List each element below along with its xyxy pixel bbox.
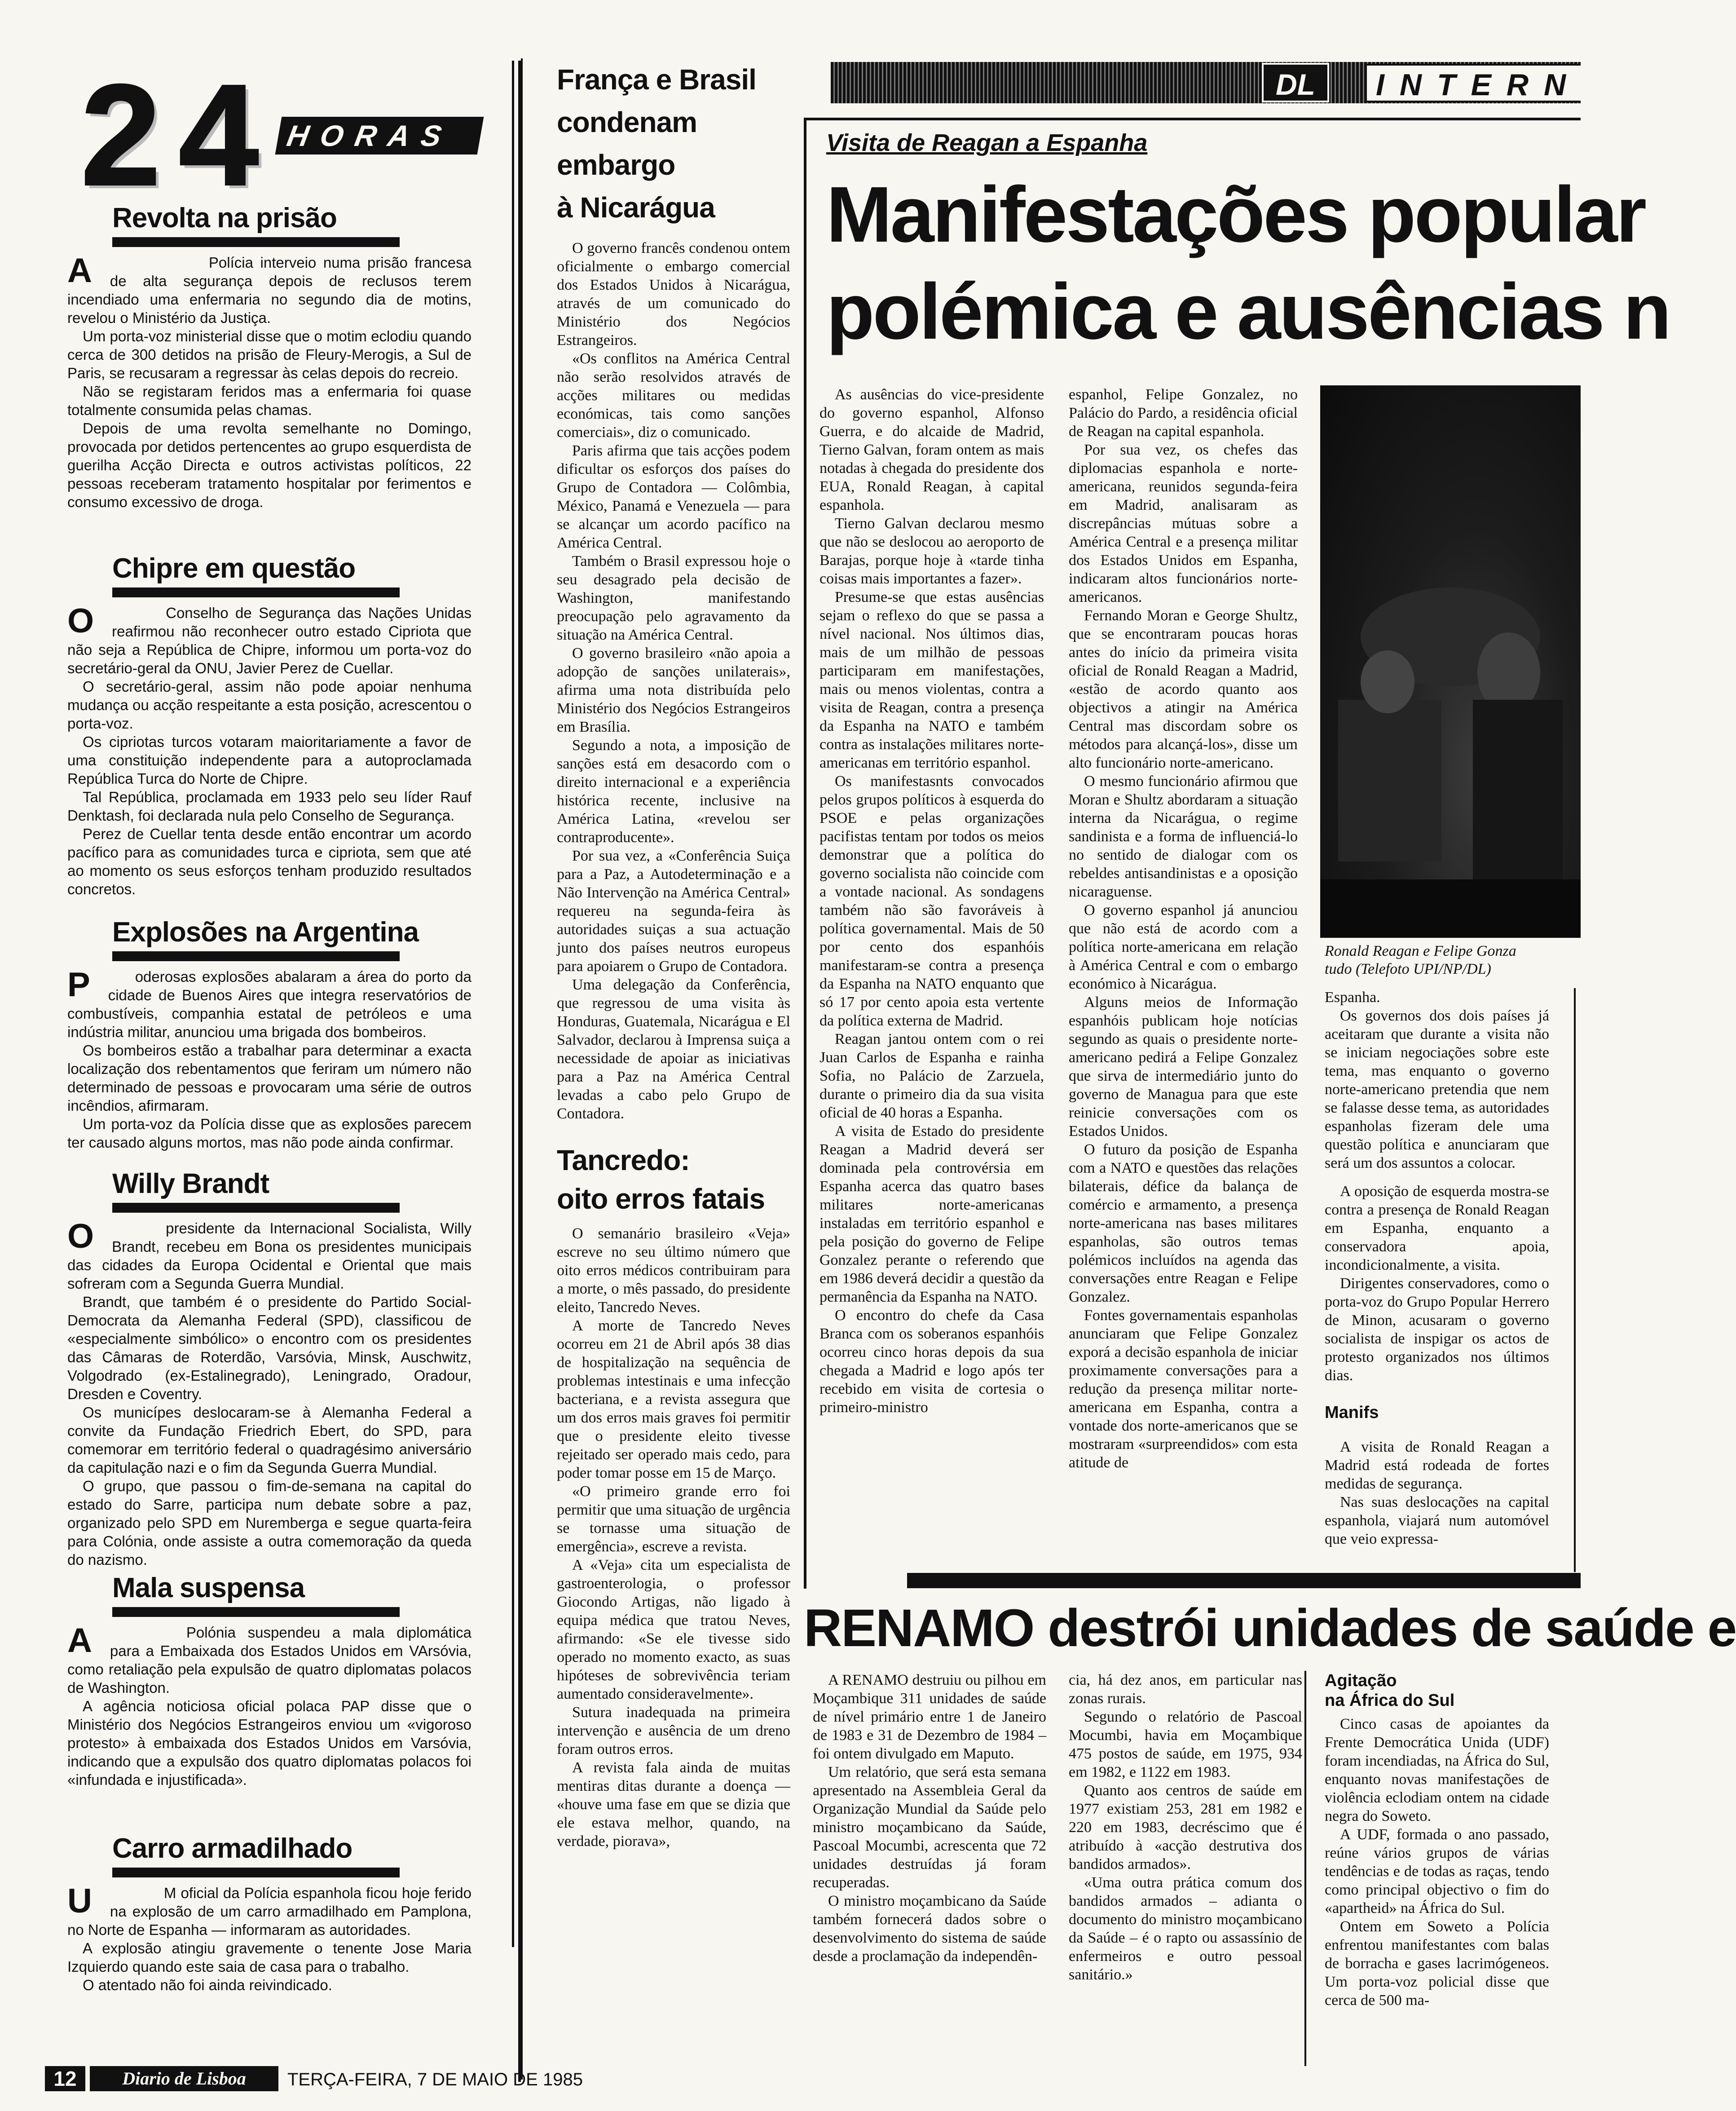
story-headline: Revolta na prisão: [112, 203, 337, 234]
photo-caption: [1325, 942, 1581, 978]
left-column-inner-rule: [512, 61, 514, 1947]
reagan-kicker: Visita de Reagan a Espanha: [826, 129, 1148, 156]
paragraph: Ontem em Soweto a Polícia enfrentou manifestantes com balas de borracha e gases lacrimógeneos. Um porta-voz policial disse que cerca de 500 ma-: [1325, 1918, 1549, 2009]
paragraph: M oficial da Polícia espanhola ficou hoje ferido na explosão de um carro armadilhado em Pamplona, no Norte de Espanha — informaram as autoridades.: [67, 1885, 471, 1938]
story-headline: Carro armadilhado: [112, 1833, 352, 1864]
headline-line: Tancredo:: [557, 1144, 690, 1176]
paragraph: Uma delegação da Conferência, que regressou de uma visita às Honduras, Guatemala, Nicarágua e El Salvador, declarou à Imprensa suiça a necessidade de apoiar as iniciativas para a Paz na América Central levadas a cabo pelo Grupo de Contadora.: [557, 976, 790, 1122]
paragraph: Perez de Cuellar tenta desde então encontrar um acordo pacífico para as comunidades turca e cipriota, sem que até ao momento os seus esforços tenham produzido resultados concretos.: [67, 826, 471, 897]
story-headline: Mala suspensa: [112, 1572, 305, 1603]
paragraph: O futuro da posição de Espanha com a NATO e questões das relações bilaterais, défice da balança de comércio e armamento, a presença norte-americana nas bases militares espanholas, são outros temas polémicos incluídos na agenda das conversações entre Reagan e Felipe Gonzalez.: [1069, 1141, 1298, 1305]
page-number: 12: [45, 2066, 85, 2091]
headline-line: França e Brasil: [557, 63, 756, 96]
drop-cap: A: [67, 252, 92, 290]
paragraph: Espanha.: [1325, 989, 1380, 1006]
paragraph: Cinco casas de apoiantes da Frente Democrática Unida (UDF) foram incendiadas, na África do Sul, enquanto novas manifestações de violência eclodiam ontem na cidade negra do Soweto.: [1325, 1716, 1549, 1824]
reagan-bottom-bar: [907, 1573, 1581, 1588]
story-headline: Chipre em questão: [112, 553, 356, 584]
paragraph: Um porta-voz da Polícia disse que as explosões parecem ter causado alguns mortos, mas não pode ainda confirmar.: [67, 1116, 471, 1151]
paragraph: O mesmo funcionário afirmou que Moran e Shultz abordaram a situação interna da Nicarágua, o regime sandinista e a forma de influenciá-lo no sentido de dialogar com os rebeldes antisandinistas e a oposição nicaraguense.: [1069, 773, 1298, 900]
paragraph: cia, há dez anos, em particular nas zonas rurais.: [1069, 1672, 1302, 1707]
paragraph: Presume-se que estas ausências sejam o reflexo do que se passa a nível nacional. Nos últimos dias, mais de um milhão de pessoas participaram em manifestações, mais ou menos violentas, contra a visita de Reagan, contra a presença da Espanha na NATO e também contra as instalações militares norte-americanas em território espanhol.: [820, 589, 1044, 771]
headline-rule: [112, 951, 400, 961]
headline-line: na África do Sul: [1325, 1691, 1455, 1710]
paragraph: Paris afirma que tais acções podem dificultar os esforços dos países do Grupo de Contadora — Colômbia, México, Panamá e Venezuela — para se alcançar um acordo pacífico na América Central.: [557, 442, 790, 551]
paragraph: Polícia interveio numa prisão francesa de alta segurança depois de reclusos terem incendiado uma enfermaria no segundo dia de motins, revelou o Ministério da Justiça.: [67, 254, 471, 326]
section-icon: DL: [1262, 63, 1329, 102]
cutoff-column-rule: [1574, 988, 1576, 1572]
paragraph: Quanto aos centros de saúde em 1977 existiam 253, 281 em 1982 e 220 em 1983, decréscimo que é atribuído à «acção destrutiva dos bandidos armados».: [1069, 1782, 1302, 1873]
paragraph: Os municípes deslocaram-se à Alemanha Federal a convite da Fundação Friedrich Ebert, do SPD, para comemorar em território federal o quadragésimo aniversário da capitulação nazi e o fim da Segunda Guerra Mundial.: [67, 1404, 471, 1476]
paragraph: «O primeiro grande erro foi permitir que uma situação de urgência se tornasse uma situação de emergência», escreve a revista.: [557, 1483, 790, 1555]
paragraph: Fernando Moran e George Shultz, que se encontraram poucas horas antes do início da primeira visita oficial de Ronald Reagan a Madrid, «estão de acordo quanto aos objectivos a atingir na América Central mas discordam sobre os métodos para alcançá-los», disse um alto funcionário norte-americano.: [1069, 607, 1298, 771]
paragraph: O encontro do chefe da Casa Branca com os soberanos espanhóis ocorreu cinco horas depois da sua chegada a Madrid e logo após ter recebido em visita de cortesia o primeiro-ministro: [820, 1307, 1044, 1416]
paragraph: O governo espanhol já anunciou que não está de acordo com a política norte-americana em relação à América Central e com o embargo económico à Nicarágua.: [1069, 902, 1298, 992]
middle-column: [557, 58, 790, 1850]
paragraph: Depois de uma revolta semelhante no Domingo, provocada por detidos pertencentes ao grupo esquerdista de guerilha Acção Directa e outros activistas políticos, 22 pessoas receberam tratamento hospitalar por ferimentos e consumo excessivo de droga.: [67, 420, 471, 510]
paragraph: Não se registaram feridos mas a enfermaria foi quase totalmente consumida pelas chamas.: [67, 383, 471, 418]
story-chipre: [67, 552, 471, 916]
reagan-col-2: [1069, 385, 1298, 1472]
paragraph: As ausências do vice-presidente do governo espanhol, Alfonso Guerra, e do alcaide de Madrid, Tierno Galvan, foram ontem as mais notadas à chegada do presidente dos EUA, Ronald Reagan, à capital espanhola.: [820, 386, 1044, 513]
paragraph: Um porta-voz ministerial disse que o motim eclodiu quando cerca de 300 detidos na prisão de Fleury-Merogis, a Sul de Paris, se recusaram a regressar às celas depois do recreio.: [67, 328, 471, 381]
africa-sul-headline: [1325, 1671, 1549, 1710]
paragraph: A morte de Tancredo Neves ocorreu em 21 de Abril após 38 dias de hospitalização na sequência de problemas intestinais e uma infecção bacteriana, e a revista assegura que um dos erros mais graves foi permitir que o presidente eleito tivesse rejeitado ser operado mais cedo, para poder tomar posse em 15 de Março.: [557, 1317, 790, 1481]
story-headline: Willy Brandt: [112, 1168, 269, 1199]
headline-line: condenam: [557, 106, 697, 138]
paragraph: Tierno Galvan declarou mesmo que não se deslocou ao aeroporto de Barajas, porque hoje à «tarde tinha coisas mais importantes a fazer».: [820, 515, 1044, 587]
paragraph: Brandt, que também é o presidente do Partido Social-Democrata da Alemanha Federal (SPD), classificou de «especialmente simbólico» o encontro com os presidentes das Câmaras de Roterdão, Varsóvia, Minsk, Auschwitz, Volgodrado (ex-Estalinegrado), Leningrado, Oradour, Dresden e Coventry.: [67, 1294, 471, 1402]
paragraph: Sutura inadequada na primeira intervenção e ausência de um dreno foram outros erros.: [557, 1704, 790, 1758]
headline-line: oito erros fatais: [557, 1183, 765, 1215]
paragraph: O governo brasileiro «não apoia a adopção de sanções unilaterais», afirma uma nota distribuída pelo Ministério dos Negócios Estrangeiros em Brasília.: [557, 645, 790, 735]
section-label-intern: INTERN: [1365, 64, 1581, 102]
france-brazil-headline: [557, 58, 790, 229]
drop-cap: U: [67, 1882, 92, 1920]
paragraph: «Os conflitos na América Central não serão resolvidos através de acções militares ou medidas económicas, tais como sanções comerciais», diz o comunicado.: [557, 350, 790, 441]
horas-label: HORAS: [275, 117, 484, 155]
reagan-col-3: [1325, 988, 1549, 1548]
paper-name: Diario de Lisboa: [90, 2066, 278, 2091]
left-stories: [67, 202, 471, 2012]
paragraph: Reagan jantou ontem com o rei Juan Carlos de Espanha e rainha Sofia, no Palácio de Zarzuela, durante o primeiro dia da sua visita oficial de 40 horas a Espanha.: [820, 1031, 1044, 1121]
renamo-col-1: [813, 1671, 1046, 1965]
renamo-headline: RENAMO destrói unidades de saúde e: [804, 1599, 1736, 1658]
paragraph: A revista fala ainda de muitas mentiras ditas durante a doença — «houve uma fase em que se dizia que ele estava melhor, quando, na verdade, piorava»,: [557, 1759, 790, 1850]
renamo-col-2: [1069, 1671, 1302, 1984]
paragraph: O grupo, que passou o fim-de-semana na capital do estado do Sarre, participa num debate sobre a paz, organizado pelo SPD em Nuremberga e segue quarta-feira para Colónia, onde assiste a outra comemoração da queda do nazismo.: [67, 1478, 471, 1568]
paragraph: A UDF, formada o ano passado, reúne vários grupos de várias tendências e de todas as raças, tendo como principal objectivo o fim do «apartheid» na África do Sul.: [1325, 1826, 1549, 1917]
paragraph: A RENAMO destruiu ou pilhou em Moçambique 311 unidades de saúde de nível primário entre 1 de Janeiro de 1983 e 31 de Dezembro de 1984 – foi ontem divulgado em Maputo.: [813, 1672, 1046, 1762]
paragraph: O semanário brasileiro «Veja» escreve no seu último número que oito erros médicos contribuiram para a morte, o mês passado, do presidente eleito, Tancredo Neves.: [557, 1225, 790, 1316]
headline-line: Manifestações popular: [826, 171, 1645, 259]
paragraph: Conselho de Segurança das Nações Unidas reafirmou não reconhecer outro estado Cipriota que não seja a República de Chipre, informou um porta-voz do secretário-geral da ONU, Javier Perez de Cuellar.: [67, 605, 471, 676]
story-mala: [67, 1572, 471, 1833]
renamo-col-divider: [1304, 1671, 1306, 2066]
paragraph: Fontes governamentais espanholas anunciaram que Felipe Gonzalez exporá a decisão espanhola de iniciar proximamente conversações para a redução da presença militar norte-americana em Espanha, contra a vontade dos norte-americanos que se mostraram «surpreendidos» com esta atitude de: [1069, 1307, 1298, 1471]
paragraph: Por sua vez, os chefes das diplomacias espanhola e norte-americana, reunidos segunda-feira em Madrid, analisaram as discrepâncias mútuas sobre a América Central e a presença militar dos Estados Unidos em Espanha, indicaram altos funcionários norte-americanos.: [1069, 442, 1298, 605]
story-headline: Explosões na Argentina: [112, 917, 419, 948]
paragraph: Dirigentes conservadores, como o porta-voz do Grupo Popular Herrero de Minon, acusaram o governo socialista de inspigar os actos de protesto organizados nos últimos dias.: [1325, 1275, 1549, 1384]
paragraph: oderosas explosões abalaram a área do porto da cidade de Buenos Aires que integra reservatórios de combustíveis, companhia estatal de petróleos e uma indústria militar, anunciou uma brigada dos bombeiros.: [67, 968, 471, 1040]
tancredo-headline: [557, 1141, 790, 1218]
paragraph: Polónia suspendeu a mala diplomática para a Embaixada dos Estados Unidos em VArsóvia, como retaliação pela expulsão de quatro diplomatas polacos de Washington.: [67, 1624, 471, 1696]
headline-rule: [112, 1607, 400, 1617]
paragraph: Nas suas deslocações na capital espanhola, viajará num automóvel que veio expressa-: [1325, 1494, 1549, 1547]
paragraph: presidente da Internacional Socialista, Willy Brandt, recebeu em Bona os presidentes municipais das cidades da Europa Ocidental e Oriental que mais sofreram com a Segunda Guerra Mundial.: [67, 1220, 471, 1292]
drop-cap: A: [67, 1621, 92, 1660]
paragraph: Tal República, proclamada em 1933 pelo seu líder Rauf Denktash, foi declarada nula pelo Conselho de Segurança.: [67, 789, 471, 824]
paragraph: Segundo o relatório de Pascoal Mocumbi, havia em Moçambique 475 postos de saúde, em 1975, 934 em 1982, e 1122 em 1983.: [1069, 1709, 1302, 1780]
caption-line: Ronald Reagan e Felipe Gonza: [1325, 943, 1516, 959]
middle-column-divider: [521, 58, 523, 2080]
big-number-24: 24: [81, 54, 277, 215]
caption-line: tudo (Telefoto UPI/NP/DL): [1325, 961, 1491, 977]
headline-line: polémica e ausências n: [826, 268, 1670, 356]
paragraph: Segundo a nota, a imposição de sanções está em desacordo com o direito internacional e a experiência histórica recente, inclusive na América Latina, «revelou ser contraproducente».: [557, 737, 790, 846]
story-revolta: [67, 202, 471, 552]
headline-rule: [112, 587, 400, 597]
footer-bar: [45, 2066, 799, 2093]
headline-line: embargo: [557, 149, 675, 181]
story-argentina: [67, 916, 471, 1168]
paragraph: A explosão atingiu gravemente o tenente Jose Maria Izquierdo quando este saia de casa para o trabalho.: [67, 1940, 471, 1975]
reagan-col-1: [820, 385, 1044, 1417]
paragraph: «Uma outra prática comum dos bandidos armados – adianta o documento do ministro moçambicano da Saúde – é o rapto ou assassínio de enfermeiros e outro pessoal sanitário.»: [1069, 1874, 1302, 1983]
drop-cap: O: [67, 1217, 94, 1255]
paragraph: A agência noticiosa oficial polaca PAP disse que o Ministério dos Negócios Estrangeiros enviou um «vigoroso protesto» à embaixada dos Estados Unidos em Varsóvia, indicando que a expulsão dos quatro diplomatas polacos foi «infundada e injustificada».: [67, 1698, 471, 1788]
photo-figures: [1320, 385, 1581, 938]
paragraph: Também o Brasil expressou hoje o seu desagrado pela decisão de Washington, manifestando preocupação pelo agravamento da situação na América Central.: [557, 553, 790, 643]
paragraph: O secretário-geral, assim não pode apoiar nenhuma mudança ou acção respeitante a esta posição, acrescentou o porta-voz.: [67, 678, 471, 732]
paragraph: Os manifestasnts convocados pelos grupos políticos à esquerda do PSOE e pelas organizações pacifistas tentam por todos os meios demonstrar que a política do governo socialista não coincide com a vontade nacional. As sondagens também não são favoráveis à política governamental. Mais de 50 por cento dos espanhóis manifestaram-se contra a presença da Espanha na NATO enquanto que só 17 por cento apoia esta vertente da política externa de Madrid.: [820, 773, 1044, 1029]
headline-rule: [112, 1203, 400, 1213]
paragraph: Por sua vez, a «Conferência Suiça para a Paz, a Autodeterminação e a Não Intervenção na América Central» requereu na segunda-feira às autoridades suiças a sua actuação junto dos países neutros europeus para apoiarem o Grupo de Contadora.: [557, 848, 790, 975]
paragraph: Os governos dos dois países já aceitaram que durante a visita não se iniciam negociações sobre este tema, mas enquanto o governo norte-americano pretendia que nem se falasse desse tema, as autoridades espanholas fizeram dele uma questão política e anunciaram que será um dos assuntos a colocar.: [1325, 1007, 1549, 1171]
issue-date: TERÇA-FEIRA, 7 DE MAIO DE 1985: [287, 2070, 583, 2089]
paragraph: O ministro moçambicano da Saúde também fornecerá dados sobre o desenvolvimento do sistema de saúde desde a proclamação da independên-: [813, 1893, 1046, 1965]
headline-line: Agitação: [1325, 1671, 1397, 1690]
drop-cap: P: [67, 966, 90, 1004]
paragraph: Um relatório, que será esta semana apresentado na Assembleia Geral da Organização Mundial da Saúde pelo ministro moçambicano da Saúde, Pascoal Mocumbi, acrescenta que 72 unidades destruídas já foram recuperadas.: [813, 1764, 1046, 1891]
paragraph: Alguns meios de Informação espanhóis publicam hoje notícias segundo as quais o presidente norte-americano pedirá a Felipe Gonzalez que sirva de intermediário junto do governo de Managua para que este reinicie conversações com os Estados Unidos.: [1069, 994, 1298, 1139]
paragraph: A visita de Estado do presidente Reagan a Madrid deverá ser dominada pela controvérsia em Espanha acerca das quatro bases militares norte-americanas instaladas em território espanhol e pela posição do governo de Felipe Gonzalez perante o referendo que em 1986 deverá decidir a questão da permanência da Espanha na NATO.: [820, 1123, 1044, 1305]
reagan-gonzalez-photo: [1320, 385, 1581, 938]
paragraph: A visita de Ronald Reagan a Madrid está rodeada de fortes medidas de segurança.: [1325, 1439, 1549, 1492]
paragraph: Os bombeiros estão a trabalhar para determinar a exacta localização dos rebentamentos que feriram um número não determinado de pessoas e provocaram uma série de outros incêndios, afirmaram.: [67, 1042, 471, 1114]
twenty-four-horas-logo: [81, 54, 485, 215]
headline-rule: [112, 1868, 400, 1877]
reagan-headline: [826, 166, 1670, 360]
paragraph: O governo francês condenou ontem oficialmente o embargo comercial dos Estados Unidos à Nicarágua, através de um comunicado do Ministério dos Negócios Estrangeiros.: [557, 240, 790, 349]
drop-cap: O: [67, 602, 94, 640]
paragraph: A oposição de esquerda mostra-se contra a presença de Ronald Reagan em Espanha, enquanto a conservadora apoia, incondicionalmente, a visita.: [1325, 1183, 1549, 1273]
paragraph: espanhol, Felipe Gonzalez, no Palácio do Pardo, a residência oficial de Reagan na capital espanhola.: [1069, 386, 1298, 440]
africa-sul-story: [1325, 1671, 1549, 2009]
story-carro: [67, 1833, 471, 2012]
paragraph: Os cipriotas turcos votaram maioritariamente a favor de uma constituição independente para a autoproclamada República Turca do Norte de Chipre.: [67, 733, 471, 787]
story-brandt: [67, 1168, 471, 1572]
subhead-manifs: Manifs: [1325, 1403, 1379, 1422]
headline-line: à Nicarágua: [557, 191, 715, 224]
paragraph: O atentado não foi ainda reivindicado.: [83, 1977, 332, 1993]
paragraph: A «Veja» cita um especialista de gastroenterologia, o professor Giocondo Artigas, não ligado à equipa médica que tratou Neves, afirmando: «Se ele tivesse sido operado no momento exacto, as suas hipóteses de sobrevivência teriam aumentado consideravelmente».: [557, 1557, 790, 1702]
headline-rule: [112, 237, 400, 247]
